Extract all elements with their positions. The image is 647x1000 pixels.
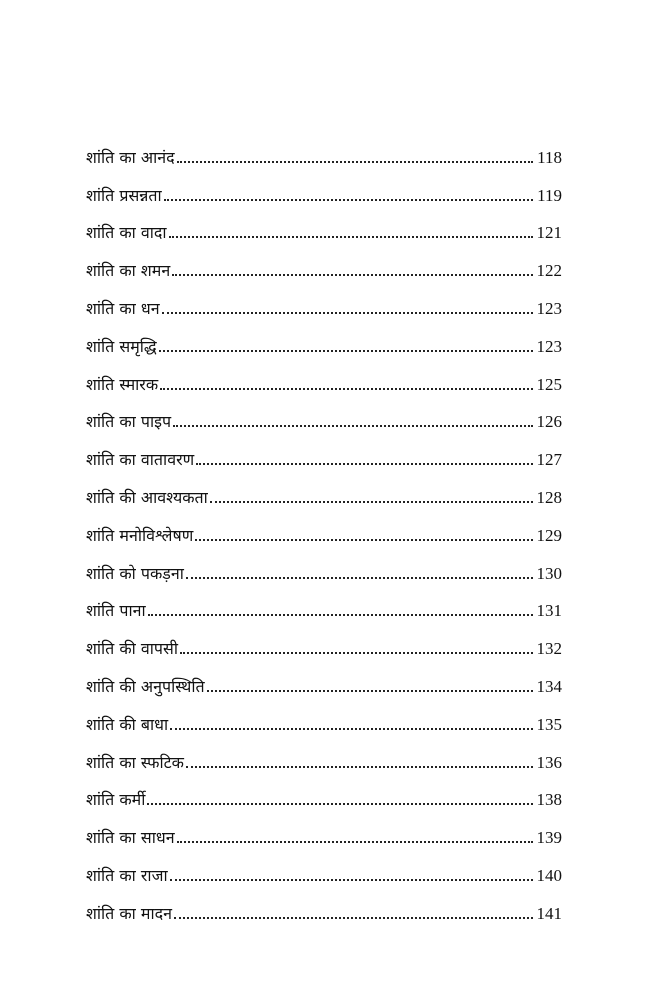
toc-entry-page: 128: [536, 487, 562, 507]
toc-entry[interactable]: [86, 508, 562, 546]
toc-entry[interactable]: [86, 773, 562, 811]
toc-entry-title: शांति पाना: [86, 601, 146, 621]
toc-entry[interactable]: [86, 810, 562, 848]
toc-entry[interactable]: [86, 470, 562, 508]
toc-entry[interactable]: [86, 697, 562, 735]
toc-entry[interactable]: [86, 621, 562, 659]
toc-entry-page: 140: [536, 865, 562, 885]
dot-leader: [159, 350, 533, 352]
toc-entry-title: शांति प्रसन्नता: [86, 185, 162, 205]
toc-entry[interactable]: [86, 168, 562, 206]
dot-leader: [177, 841, 533, 843]
dot-leader: [180, 652, 533, 654]
toc-entry-title: शांति का वातावरण: [86, 450, 195, 470]
dot-leader: [172, 274, 532, 276]
toc-entry-page: 126: [536, 412, 562, 432]
toc-entry-title: शांति का साधन: [86, 828, 175, 848]
toc-entry-page: 125: [536, 374, 562, 394]
toc-entry[interactable]: [86, 735, 562, 773]
toc-entry-page: 119: [537, 185, 562, 205]
toc-entry[interactable]: [86, 546, 562, 584]
toc-entry-title: शांति का आनंद: [86, 147, 175, 167]
toc-entry-title: शांति की बाधा: [86, 714, 169, 734]
dot-leader: [162, 312, 533, 314]
dot-leader: [186, 766, 533, 768]
dot-leader: [147, 803, 532, 805]
dot-leader: [186, 577, 533, 579]
dot-leader: [195, 539, 532, 541]
toc-entry-title: शांति का वादा: [86, 223, 167, 243]
toc-entry[interactable]: [86, 243, 562, 281]
toc-entry-page: 122: [536, 261, 562, 281]
dot-leader: [173, 425, 532, 427]
toc-entry[interactable]: [86, 432, 562, 470]
toc-entry-page: 132: [536, 639, 562, 659]
toc-entry[interactable]: [86, 357, 562, 395]
toc-entry[interactable]: [86, 659, 562, 697]
dot-leader: [174, 917, 533, 919]
dot-leader: [169, 236, 533, 238]
dot-leader: [148, 614, 533, 616]
dot-leader: [164, 199, 533, 201]
toc-entry-page: 127: [536, 450, 562, 470]
toc-entry-title: शांति कर्मी: [86, 790, 146, 810]
toc-entry[interactable]: [86, 281, 562, 319]
toc-entry-page: 139: [536, 828, 562, 848]
toc-entry-title: शांति की अनुपस्थिति: [86, 676, 205, 696]
toc-entry-title: शांति का पाइप: [86, 412, 172, 432]
toc-entry-page: 135: [536, 714, 562, 734]
dot-leader: [170, 879, 533, 881]
toc-entry[interactable]: [86, 848, 562, 886]
toc-entry-page: 136: [536, 752, 562, 772]
toc-entry[interactable]: [86, 584, 562, 622]
toc-entry-page: 121: [536, 223, 562, 243]
dot-leader: [170, 728, 532, 730]
toc-entry-title: शांति का स्फटिक: [86, 752, 184, 772]
toc-entry-title: शांति समृद्धि: [86, 336, 157, 356]
toc-entry-page: 131: [536, 601, 562, 621]
dot-leader: [210, 501, 533, 503]
dot-leader: [160, 388, 532, 390]
toc-entry-title: शांति की आवश्यकता: [86, 487, 208, 507]
toc-entry-page: 134: [536, 676, 562, 696]
toc-entry[interactable]: [86, 319, 562, 357]
toc-entry[interactable]: [86, 886, 562, 924]
toc-entry[interactable]: [86, 130, 562, 168]
dot-leader: [177, 161, 534, 163]
toc-entry-page: 141: [536, 903, 562, 923]
toc-entry-title: शांति का धन: [86, 298, 160, 318]
toc-entry-page: 123: [536, 336, 562, 356]
toc-entry-page: 129: [536, 525, 562, 545]
dot-leader: [207, 690, 533, 692]
toc-entry-page: 118: [537, 147, 562, 167]
dot-leader: [196, 463, 532, 465]
toc-entry-title: शांति का मादन: [86, 903, 172, 923]
toc-entry-page: 130: [536, 563, 562, 583]
toc-entry-title: शांति का शमन: [86, 261, 171, 281]
toc-entry-title: शांति को पकड़ना: [86, 563, 184, 583]
toc-entry-page: 138: [536, 790, 562, 810]
toc-entry-title: शांति स्मारक: [86, 374, 159, 394]
toc-entry-title: शांति मनोविश्लेषण: [86, 525, 194, 545]
toc-entry[interactable]: [86, 395, 562, 433]
toc-entry-title: शांति का राजा: [86, 865, 168, 885]
toc-entry-page: 123: [536, 298, 562, 318]
toc-entry-title: शांति की वापसी: [86, 639, 178, 659]
table-of-contents: [86, 130, 562, 924]
toc-entry[interactable]: [86, 206, 562, 244]
